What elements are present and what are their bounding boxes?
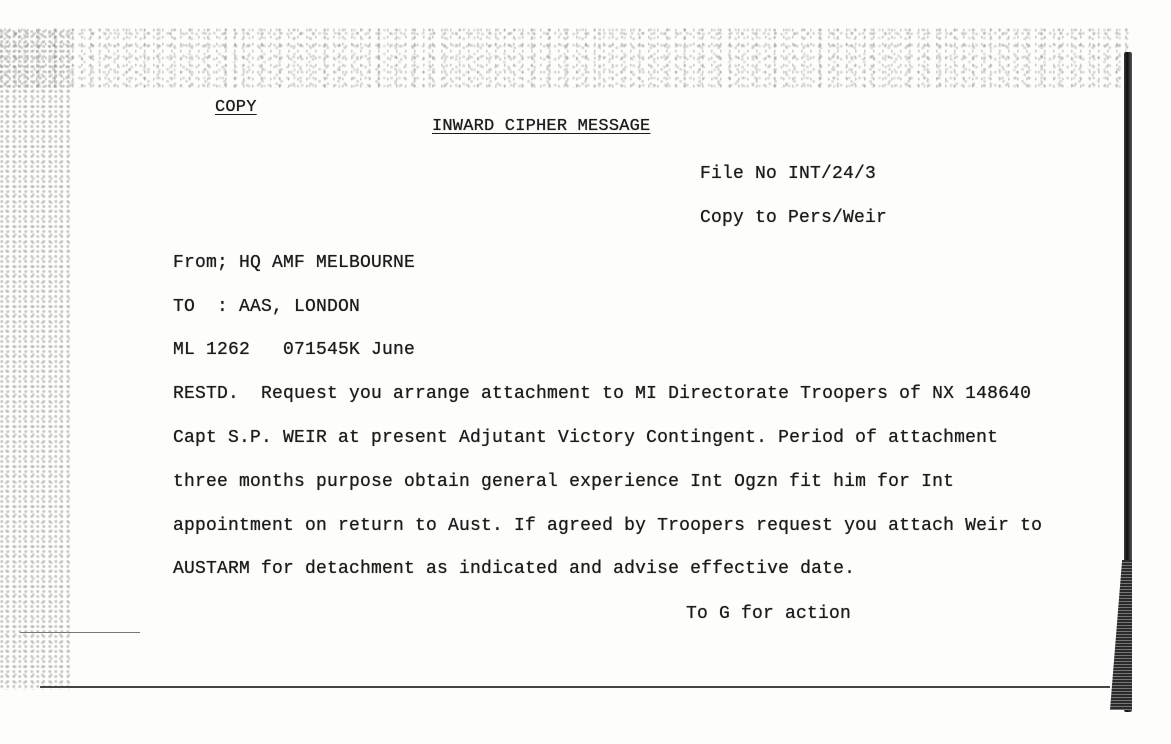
to-line: TO : AAS, LONDON	[173, 297, 361, 317]
reference-line: ML 1262 071545K June	[173, 340, 416, 360]
margin-rule	[20, 632, 140, 633]
body-line-3: three months purpose obtain general experience Int Ogzn fit him for Int	[173, 472, 955, 492]
body-line-4: appointment on return to Aust. If agreed by Troopers request you attach Weir to	[173, 516, 1043, 536]
scan-noise-top	[0, 28, 1130, 88]
copy-label: COPY	[215, 98, 257, 117]
body-line-5: AUSTARM for detachment as indicated and advise effective date.	[173, 559, 856, 579]
copy-to: Copy to Pers/Weir	[700, 208, 888, 228]
scan-noise-left	[0, 30, 70, 690]
page-edge-shadow-lower	[1110, 560, 1132, 710]
body-line-2: Capt S.P. WEIR at present Adjutant Victory Contingent. Period of attachment	[173, 428, 999, 448]
from-line: From; HQ AMF MELBOURNE	[173, 253, 416, 273]
file-number: File No INT/24/3	[700, 164, 877, 184]
body-line-1: RESTD. Request you arrange attachment to MI Directorate Troopers of NX 148640	[173, 384, 1032, 404]
action-line: To G for action	[686, 604, 852, 624]
bottom-rule	[40, 686, 1110, 688]
document-title: INWARD CIPHER MESSAGE	[432, 117, 651, 136]
